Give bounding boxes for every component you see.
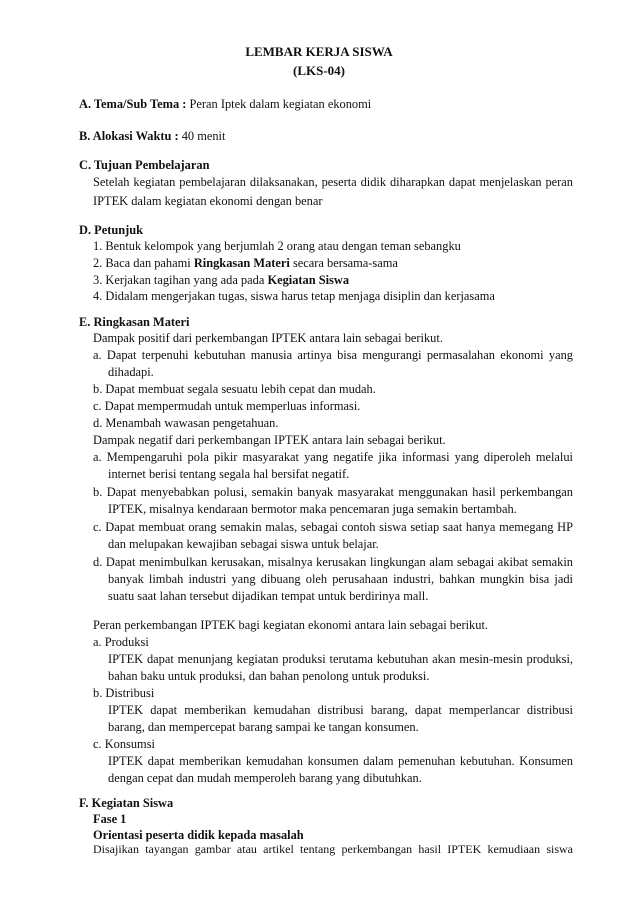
petunjuk-item-2-pre: 2. Baca dan pahami (93, 256, 191, 270)
negative-intro: Dampak negatif dari perkembangan IPTEK antara lain sebagai berikut. (93, 433, 446, 447)
page-title: LEMBAR KERJA SISWA (245, 44, 393, 59)
positive-intro: Dampak positif dari perkembangan IPTEK antara lain sebagai berikut. (93, 331, 443, 345)
role-konsumsi-line2: dengan cepat dan mudah memperoleh barang yang dibutuhkan. (108, 771, 422, 785)
role-produksi-line1: IPTEK dapat menunjang kegiatan produksi terutama kebutuhan akan mesin-mesin produksi, (108, 652, 573, 666)
role-distribusi-line2: barang, dan mempercepat barang sampai ke tangan konsumen. (108, 720, 419, 734)
role-konsumsi-label: c. Konsumsi (93, 737, 155, 751)
section-c-line1: Setelah kegiatan pembelajaran dilaksanakan, peserta didik diharapkan dapat menjelaskan peran (93, 175, 573, 189)
negative-item-c-line1: c. Dapat membuat orang semakin malas, sebagai contoh siswa setiap saat hanya memegang HP (93, 520, 573, 534)
role-produksi-label: a. Produksi (93, 635, 149, 649)
positive-item-b: b. Dapat membuat segala sesuatu lebih cepat dan mudah. (93, 382, 376, 396)
petunjuk-item-2 (93, 255, 398, 272)
positive-item-a-line1: a. Dapat terpenuhi kebutuhan manusia artinya bisa mengurangi permasalahan ekonomi yang (93, 348, 573, 362)
petunjuk-item-2-bold: Ringkasan Materi (193, 256, 290, 270)
section-b-label: B. Alokasi Waktu : (79, 129, 179, 143)
petunjuk-item-2-post: secara bersama-sama (292, 256, 398, 270)
positive-item-d: d. Menambah wawasan pengetahuan. (93, 416, 279, 430)
role-konsumsi-line1: IPTEK dapat memberikan kemudahan konsumen dalam pemenuhan kebutuhan. Konsumen (108, 754, 573, 768)
petunjuk-item-3-pre: 3. Kerjakan tagihan yang ada pada (93, 273, 265, 287)
role-distribusi-line1: IPTEK dapat memberikan kemudahan distribusi barang, dapat memperlancar distribusi (108, 703, 573, 717)
petunjuk-item-1: 1. Bentuk kelompok yang berjumlah 2 orang atau dengan teman sebangku (93, 239, 461, 253)
section-b (79, 128, 225, 145)
section-c-label: C. Tujuan Pembelajaran (79, 158, 210, 172)
role-intro: Peran perkembangan IPTEK bagi kegiatan ekonomi antara lain sebagai berikut. (93, 618, 488, 632)
page-subtitle: (LKS-04) (293, 63, 345, 78)
phase-title: Orientasi peserta didik kepada masalah (93, 828, 304, 842)
petunjuk-item-4: 4. Didalam mengerjakan tugas, siswa harus tetap menjaga disiplin dan kerjasama (93, 289, 495, 303)
negative-item-d-line2: banyak limbah industri yang dibuang oleh perusahaan industri, bahkan mungkin bisa jadi (108, 572, 573, 586)
petunjuk-item-3-bold: Kegiatan Siswa (267, 273, 350, 287)
positive-item-a-line2: dihadapi. (108, 365, 154, 379)
section-a-label: A. Tema/Sub Tema : (79, 97, 187, 111)
negative-item-a-line2: internet berisi tentang segala hal bersifat negatif. (108, 467, 350, 481)
section-e-label: E. Ringkasan Materi (79, 315, 190, 329)
role-produksi-line2: bahan baku untuk produksi, dan bahan penolong untuk produksi. (108, 669, 430, 683)
negative-item-c-line2: dan melupakan kewajiban sebagai siswa untuk belajar. (108, 537, 379, 551)
section-a (79, 96, 371, 113)
section-d-label: D. Petunjuk (79, 223, 144, 237)
negative-item-d-line3: suatu saat lahan tersebut dijadikan tempat untuk berdirinya mall. (108, 589, 429, 603)
negative-item-a-line1: a. Mempengaruhi pola pikir masyarakat yang negatife jika informasi yang diperoleh melalui (93, 450, 573, 464)
negative-item-b-line2: IPTEK, misalnya kendaraan bermotor maka pencemaran juga semakin bertambah. (108, 502, 517, 516)
phase-label: Fase 1 (93, 812, 127, 826)
negative-item-d-line1: d. Dapat menimbulkan kerusakan, misalnya kerusakan lingkungan alam sebagai akibat semakin (93, 555, 573, 569)
section-a-value: Peran Iptek dalam kegiatan ekonomi (189, 97, 372, 111)
section-f-label: F. Kegiatan Siswa (79, 796, 174, 810)
role-distribusi-label: b. Distribusi (93, 686, 155, 700)
petunjuk-item-3 (93, 272, 349, 289)
phase-line1: Disajikan tayangan gambar atau artikel tentang perkembangan hasil IPTEK kemudiaan siswa (93, 842, 573, 856)
negative-item-b-line1: b. Dapat menyebabkan polusi, semakin banyak masyarakat menggunakan hasil perkembangan (93, 485, 573, 499)
section-c-line2: IPTEK dalam kegiatan ekonomi dengan benar (93, 194, 323, 208)
section-b-value: 40 menit (181, 129, 226, 143)
positive-item-c: c. Dapat mempermudah untuk memperluas informasi. (93, 399, 361, 413)
